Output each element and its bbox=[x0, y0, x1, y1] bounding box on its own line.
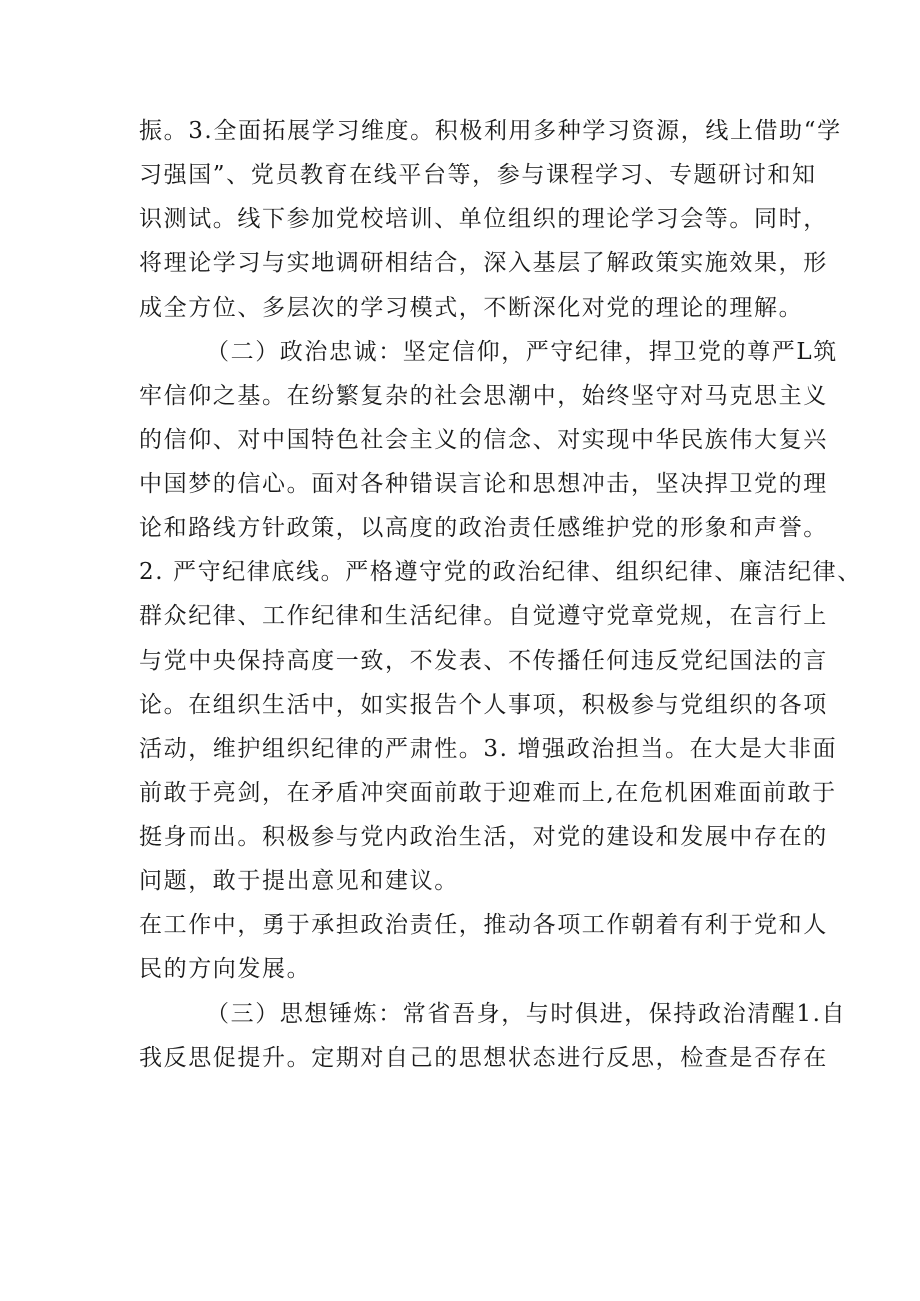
text-line: 的信仰、对中国特色社会主义的信念、对实现中华民族伟大复兴 bbox=[139, 427, 828, 453]
text-line: 挺身而出。积极参与党内政治生活，对党的建设和发展中存在的 bbox=[139, 824, 828, 850]
text-line: 将理论学习与实地调研相结合，深入基层了解政策实施效果，形 bbox=[139, 250, 828, 276]
text-line: 习强国”、党员教育在线平台等，参与课程学习、专题研讨和知 bbox=[139, 162, 817, 188]
text-line: 我反思促提升。定期对自己的思想状态进行反思，检查是否存在 bbox=[139, 1045, 828, 1071]
text-line: 民的方向发展。 bbox=[139, 956, 312, 982]
text-line: 群众纪律、工作纪律和生活纪律。自觉遵守党章党规，在言行上 bbox=[139, 603, 828, 629]
text-line: 2. 严守纪律底线。严格遵守党的政治纪律、组织纪律、廉洁纪律、 bbox=[139, 559, 862, 585]
text-line: 论。在组织生活中，如实报告个人事项，积极参与党组织的各项 bbox=[139, 692, 828, 718]
text-line: 问题，敢于提出意见和建议。 bbox=[139, 868, 459, 894]
text-line: 牢信仰之基。在纷繁复杂的社会思潮中，始终坚守对马克思主义 bbox=[139, 383, 828, 409]
text-line: 论和路线方针政策，以高度的政治责任感维护党的形象和声誉。 bbox=[139, 515, 828, 541]
text-line: 在工作中，勇于承担政治责任，推动各项工作朝着有利于党和人 bbox=[139, 912, 828, 938]
text-line: 与党中央保持高度一致，不发表、不传播任何违反党纪国法的言 bbox=[139, 648, 828, 674]
text-line: 中国梦的信心。面对各种错误言论和思想冲击，坚决捍卫党的理 bbox=[139, 471, 828, 497]
text-line: 前敢于亮剑，在矛盾冲突面前敢于迎难而上,在危机困难面前敢于 bbox=[139, 780, 837, 806]
text-line: 识测试。线下参加党校培训、单位组织的理论学习会等。同时， bbox=[139, 206, 828, 232]
section-heading: （三）思想锤炼：常省吾身，与时俱进，保持政治清醒1.自 bbox=[206, 1001, 847, 1027]
text-line: 活动，维护组织纪律的严肃性。3. 增强政治担当。在大是大非面 bbox=[139, 736, 838, 762]
section-heading: （二）政治忠诚：坚定信仰，严守纪律，捍卫党的尊严L筑 bbox=[206, 339, 838, 365]
text-line: 成全方位、多层次的学习模式，不断深化对党的理论的理解。 bbox=[139, 295, 804, 321]
text-line: 振。3.全面拓展学习维度。积极利用多种学习资源，线上借助“学 bbox=[139, 118, 842, 144]
